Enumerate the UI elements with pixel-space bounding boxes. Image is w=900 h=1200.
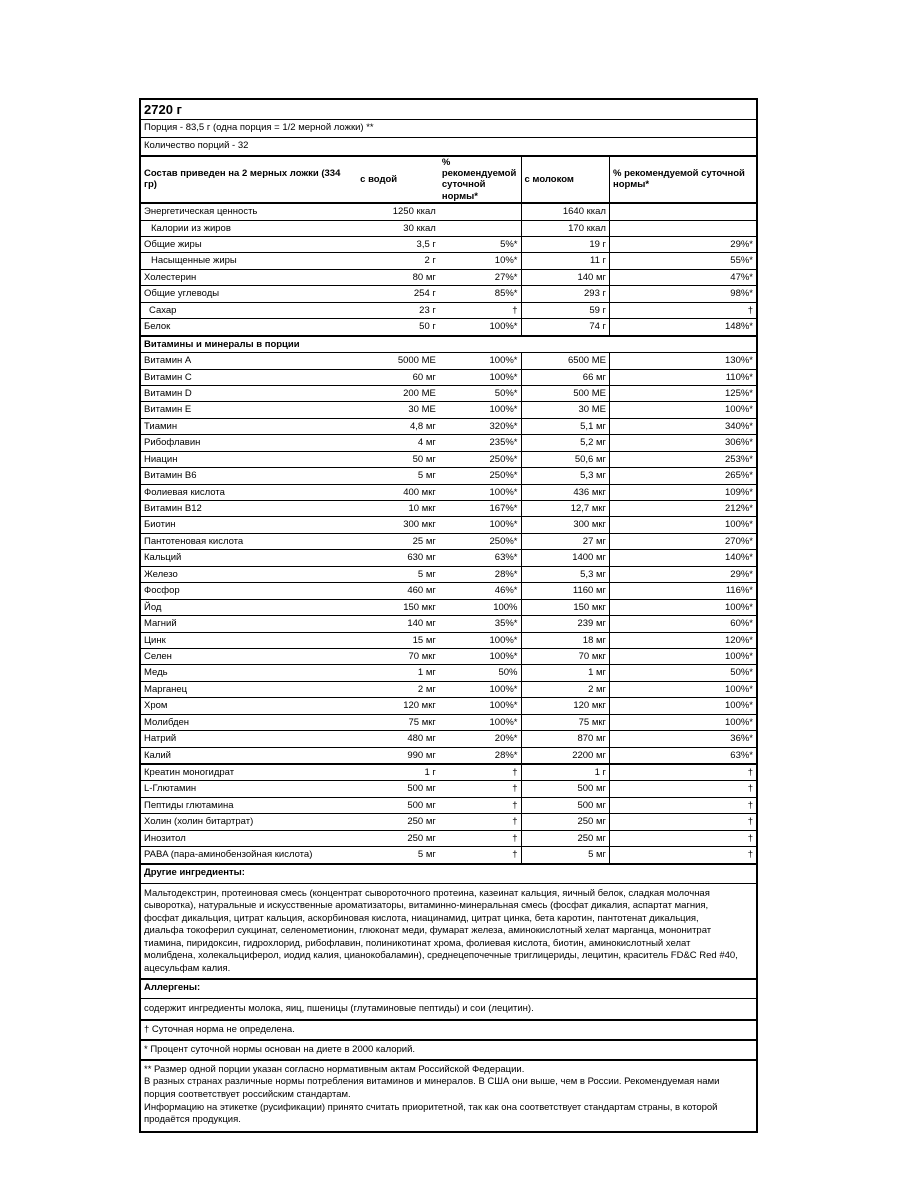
pct-with-milk: 36%* (609, 731, 756, 747)
nutrient-name: Холестерин (141, 269, 357, 285)
table-row (141, 220, 756, 236)
value-with-water: 460 мг (357, 583, 439, 599)
table-row (141, 302, 756, 318)
pct-with-milk: 125%* (609, 385, 756, 401)
pct-with-water: 100%* (439, 484, 521, 500)
value-with-milk: 59 г (521, 302, 609, 318)
header-pct-water: % рекомендуемой суточной нормы* (439, 157, 521, 204)
table-row (141, 418, 756, 434)
table-row (141, 616, 756, 632)
pct-with-milk: 100%* (609, 714, 756, 730)
serving-size: Порция - 83,5 г (одна порция = 1/2 мерной ложки) ** (141, 120, 756, 138)
nutrient-name: Железо (141, 566, 357, 582)
table-row (141, 402, 756, 418)
pct-with-milk: 130%* (609, 353, 756, 369)
pct-with-water: 100%* (439, 648, 521, 664)
pct-with-water: 100%* (439, 353, 521, 369)
pct-with-milk: † (747, 849, 753, 861)
value-with-milk: 5,1 мг (521, 418, 609, 434)
value-with-milk: 293 г (521, 286, 609, 302)
pct-with-milk: 270%* (609, 533, 756, 549)
note-label-priority: Информацию на этикетке (русификации) принято считать приоритетной, так как она соответствует стандартам страны, в которой продаётся продукция. (144, 1101, 718, 1126)
table-row (141, 501, 756, 517)
notes-section (141, 1059, 756, 1131)
allergens-title: Аллергены: (141, 980, 756, 999)
table-row (141, 203, 756, 220)
value-with-milk: 500 мг (521, 781, 609, 797)
value-with-milk: 500 мг (521, 797, 609, 813)
value-with-milk: 5,3 мг (521, 566, 609, 582)
header-composition: Состав приведен на 2 мерных ложки (334 гр) (141, 157, 357, 204)
value-with-water: 250 мг (357, 814, 439, 830)
pct-with-milk: 29%* (609, 566, 756, 582)
table-row (141, 237, 756, 253)
value-with-water: 15 мг (357, 632, 439, 648)
table-row (141, 797, 756, 813)
pct-with-water: † (439, 781, 521, 797)
pct-with-milk: 110%* (609, 369, 756, 385)
pct-with-water: 28%* (439, 747, 521, 764)
pct-with-milk: † (609, 781, 756, 797)
value-with-water: 500 мг (357, 797, 439, 813)
value-with-water: 200 МЕ (357, 385, 439, 401)
pct-with-water: † (439, 847, 521, 863)
nutrient-name: Инозитол (141, 830, 357, 846)
nutrient-name: Пантотеновая кислота (141, 533, 357, 549)
table-row (141, 435, 756, 451)
pct-with-milk: 100%* (609, 698, 756, 714)
pct-with-milk: 265%* (609, 468, 756, 484)
pct-with-water: † (439, 302, 521, 318)
pct-with-water: 100%* (439, 402, 521, 418)
value-with-milk: 1 мг (521, 665, 609, 681)
pct-with-water: 5%* (439, 237, 521, 253)
table-row (141, 731, 756, 747)
value-with-water: 300 мкг (357, 517, 439, 533)
value-with-water: 4 мг (357, 435, 439, 451)
pct-with-water: † (439, 797, 521, 813)
pct-with-water: 167%* (439, 501, 521, 517)
pct-with-water: 27%* (439, 269, 521, 285)
nutrient-name: Сахар (141, 302, 357, 318)
pct-with-milk: 100%* (609, 648, 756, 664)
servings-count: Количество порций - 32 (141, 138, 756, 157)
value-with-milk: 1400 мг (521, 550, 609, 566)
pct-with-milk: † (609, 764, 756, 781)
nutrient-name: Энергетическая ценность (141, 203, 357, 220)
table-row (141, 764, 756, 781)
pct-with-water: 100%* (439, 681, 521, 697)
value-with-milk: 50,6 мг (521, 451, 609, 467)
table-row (141, 781, 756, 797)
pct-with-water: 100%* (439, 319, 521, 336)
value-with-milk: 66 мг (521, 369, 609, 385)
table-row (141, 319, 756, 336)
other-ingredients-title: Другие ингредиенты: (141, 865, 756, 884)
value-with-milk: 18 мг (521, 632, 609, 648)
table-row (141, 253, 756, 269)
value-with-water: 5000 МЕ (357, 353, 439, 369)
nutrient-name: Магний (141, 616, 357, 632)
pct-with-water: 20%* (439, 731, 521, 747)
table-header-row (141, 157, 756, 204)
table-row (141, 632, 756, 648)
nutrient-name: Насыщенные жиры (141, 253, 357, 269)
value-with-water: 60 мг (357, 369, 439, 385)
pct-with-water: 235%* (439, 435, 521, 451)
table-row (141, 533, 756, 549)
pct-with-water: 100%* (439, 369, 521, 385)
pct-with-milk (609, 220, 756, 236)
value-with-water: 70 мкг (357, 648, 439, 664)
nutrient-name: Общие жиры (141, 237, 357, 253)
pct-with-water: † (439, 830, 521, 846)
pct-with-water: 50% (439, 665, 521, 681)
value-with-milk: 5,3 мг (521, 468, 609, 484)
nutrient-name: Хром (141, 698, 357, 714)
nutrient-name: Рибофлавин (141, 435, 357, 451)
value-with-milk: 1640 ккал (521, 203, 609, 220)
nutrient-name: Калий (141, 747, 357, 764)
pct-with-milk: † (609, 830, 756, 846)
pct-with-milk: 98%* (609, 286, 756, 302)
value-with-milk: 6500 МЕ (521, 353, 609, 369)
pct-with-milk: 253%* (609, 451, 756, 467)
table-row (141, 681, 756, 697)
nutrient-name: Общие углеводы (141, 286, 357, 302)
value-with-water: 2 мг (357, 681, 439, 697)
table-row (141, 830, 756, 846)
table-row (141, 550, 756, 566)
value-with-water: 80 мг (357, 269, 439, 285)
pct-with-milk: † (609, 302, 756, 318)
nutrient-name: Пептиды глютамина (141, 797, 357, 813)
table-row (141, 698, 756, 714)
value-with-milk: 19 г (521, 237, 609, 253)
nutrient-name: PABA (пара-аминобензойная кислота) (144, 849, 313, 861)
pct-with-milk: 100%* (609, 517, 756, 533)
pct-with-water (439, 203, 521, 220)
pct-with-milk: 340%* (609, 418, 756, 434)
value-with-milk: 5,2 мг (521, 435, 609, 451)
nutrient-name: Витамин В12 (141, 501, 357, 517)
table-row (141, 517, 756, 533)
table-row (141, 847, 756, 863)
value-with-water: 500 мг (357, 781, 439, 797)
header-with-milk: с молоком (521, 157, 609, 204)
pct-with-water (439, 220, 521, 236)
pct-with-milk: 100%* (609, 402, 756, 418)
pct-with-milk: 120%* (609, 632, 756, 648)
vitamins-section-title: Витамины и минералы в порции (141, 336, 756, 353)
value-with-water: 254 г (357, 286, 439, 302)
pct-with-water: 46%* (439, 583, 521, 599)
value-with-milk: 30 МЕ (521, 402, 609, 418)
nutrient-name: Натрий (141, 731, 357, 747)
table-row (141, 269, 756, 285)
value-with-water: 30 МЕ (357, 402, 439, 418)
value-with-water: 250 мг (357, 830, 439, 846)
value-with-water: 1 г (357, 764, 439, 781)
pct-with-milk: 47%* (609, 269, 756, 285)
value-with-water: 630 мг (357, 550, 439, 566)
value-with-water: 140 мг (357, 616, 439, 632)
nutrient-name: Витамин А (141, 353, 357, 369)
nutrient-name: Холин (холин битартрат) (141, 814, 357, 830)
pct-with-water: 100%* (439, 698, 521, 714)
value-with-milk: 239 мг (521, 616, 609, 632)
value-with-milk: 5 мг (521, 847, 609, 863)
value-with-milk: 250 мг (521, 814, 609, 830)
pct-with-water: 320%* (439, 418, 521, 434)
table-row (141, 714, 756, 730)
nutrient-name: Креатин моногидрат (141, 764, 357, 781)
table-row (141, 353, 756, 369)
pct-with-water: 85%* (439, 286, 521, 302)
nutrient-name: Фосфор (141, 583, 357, 599)
pct-with-milk: 60%* (609, 616, 756, 632)
nutrient-name: Витамин В6 (141, 468, 357, 484)
pct-with-water: 50%* (439, 385, 521, 401)
value-with-water: 990 мг (357, 747, 439, 764)
allergens-section (141, 978, 756, 1019)
nutrient-name: Витамин D (141, 385, 357, 401)
pct-with-milk: 212%* (609, 501, 756, 517)
header-pct-milk: % рекомендуемой суточной нормы* (609, 157, 756, 204)
pct-with-water: † (439, 764, 521, 781)
nutrient-name: Витамин С (141, 369, 357, 385)
table-row (141, 747, 756, 764)
table-row (141, 385, 756, 401)
nutrient-name: Витамин Е (141, 402, 357, 418)
nutrient-name: L-Глютамин (141, 781, 357, 797)
value-with-water: 120 мкг (357, 698, 439, 714)
value-with-water: 5 мг (417, 849, 436, 861)
table-row (141, 814, 756, 830)
nutrient-name: Ниацин (141, 451, 357, 467)
nutrient-name: Калории из жиров (141, 220, 357, 236)
value-with-milk: 1160 мг (521, 583, 609, 599)
pct-with-water: 100%* (439, 632, 521, 648)
value-with-milk: 2200 мг (521, 747, 609, 764)
nutrient-name: Биотин (141, 517, 357, 533)
pct-with-milk: 109%* (609, 484, 756, 500)
table-row (141, 648, 756, 664)
pct-with-water: 100% (439, 599, 521, 615)
pct-with-milk: 116%* (609, 583, 756, 599)
other-ingredients-text: Мальтодекстрин, протеиновая смесь (концентрат сывороточного протеина, казеинат кальция, яичный белок, сладкая молочная сыворотка), натуральные и искусственные ароматизаторы, витаминно-минеральная смесь (фосфат дикалия, аспартат магния, фосфат дикальция, цитрат кальция, аскорбиновая кислота, ниацинамид, цитрат цинка, бета каротин, пантотенат дикальция, диальфа токоферил сукцинат, селенометионин, глюконат меди, фумарат железа, аминокислотный хелат марганца, мононитрат тиамина, пиридоксин, гидрохлорид, рибофлавин, полиникотинат хрома, фолиевая кислота, биотин, аминокислотный хелат молибдена, холекальциферол, иодид калия, цианокобаламин), среднецепочечные триглицериды, лецитин, краситель FD&C Red #40, ацесульфам калия. (144, 887, 738, 974)
value-with-milk: 436 мкг (521, 484, 609, 500)
table-row (141, 484, 756, 500)
pct-with-milk: 100%* (609, 681, 756, 697)
pct-with-milk: 140%* (609, 550, 756, 566)
pct-with-milk: 50%* (609, 665, 756, 681)
value-with-milk: 140 мг (521, 269, 609, 285)
value-with-milk: 2 мг (521, 681, 609, 697)
value-with-milk: 1 г (521, 764, 609, 781)
pct-with-milk (609, 203, 756, 220)
value-with-water: 50 мг (357, 451, 439, 467)
table-row (141, 566, 756, 582)
table-row (141, 369, 756, 385)
other-ingredients-section (141, 863, 756, 979)
nutrient-name: Фолиевая кислота (141, 484, 357, 500)
note-serving-regulation: ** Размер одной порции указан согласно нормативным актам Российской Федерации. (144, 1063, 525, 1075)
note-country-norms: В разных странах различные нормы потребления витаминов и минералов. В США они выше, чем в России. Рекомендуемая нами порция соответствует российским стандартам. (144, 1076, 720, 1100)
nutrient-name: Кальций (141, 550, 357, 566)
pct-with-water: 28%* (439, 566, 521, 582)
nutrient-name: Молибден (141, 714, 357, 730)
pct-with-water: † (439, 814, 521, 830)
table-row (141, 451, 756, 467)
value-with-water: 1250 ккал (357, 203, 439, 220)
value-with-milk: 150 мкг (521, 599, 609, 615)
value-with-water: 23 г (357, 302, 439, 318)
pct-with-water: 250%* (439, 533, 521, 549)
nutrient-name: Белок (141, 319, 357, 336)
package-weight: 2720 г (141, 100, 756, 120)
pct-with-milk: 63%* (609, 747, 756, 764)
value-with-milk: 12,7 мкг (521, 501, 609, 517)
value-with-water: 5 мг (357, 468, 439, 484)
value-with-milk: 120 мкг (521, 698, 609, 714)
value-with-water: 10 мкг (357, 501, 439, 517)
nutrient-name: Цинк (141, 632, 357, 648)
value-with-milk: 300 мкг (521, 517, 609, 533)
footnote-star: * Процент суточной нормы основан на диете в 2000 калорий. (141, 1039, 756, 1059)
value-with-water: 75 мкг (357, 714, 439, 730)
header-with-water: с водой (357, 157, 439, 204)
pct-with-milk: † (609, 797, 756, 813)
pct-with-milk: 148%* (609, 319, 756, 336)
pct-with-water: 10%* (439, 253, 521, 269)
value-with-water: 150 мкг (357, 599, 439, 615)
value-with-milk: 27 мг (521, 533, 609, 549)
table-row (141, 583, 756, 599)
nutrition-facts-panel (139, 98, 758, 1133)
value-with-water: 5 мг (357, 566, 439, 582)
pct-with-water: 250%* (439, 451, 521, 467)
value-with-water: 1 мг (357, 665, 439, 681)
pct-with-milk: 55%* (609, 253, 756, 269)
table-row (141, 665, 756, 681)
value-with-water: 30 ккал (357, 220, 439, 236)
value-with-water: 3,5 г (357, 237, 439, 253)
pct-with-milk: 100%* (609, 599, 756, 615)
value-with-water: 480 мг (357, 731, 439, 747)
nutrient-name: Марганец (141, 681, 357, 697)
value-with-water: 4,8 мг (357, 418, 439, 434)
pct-with-water: 35%* (439, 616, 521, 632)
value-with-milk: 75 мкг (521, 714, 609, 730)
allergens-text: содержит ингредиенты молока, яиц, пшеницы (глутаминовые пептиды) и сои (лецитин). (144, 1003, 534, 1015)
table-row (141, 468, 756, 484)
value-with-milk: 70 мкг (521, 648, 609, 664)
pct-with-water: 100%* (439, 714, 521, 730)
value-with-water: 2 г (357, 253, 439, 269)
pct-with-milk: 306%* (609, 435, 756, 451)
nutrient-name: Селен (141, 648, 357, 664)
value-with-milk: 250 мг (521, 830, 609, 846)
value-with-milk: 870 мг (521, 731, 609, 747)
value-with-milk: 11 г (521, 253, 609, 269)
pct-with-milk: † (609, 814, 756, 830)
nutrient-name: Тиамин (141, 418, 357, 434)
pct-with-water: 100%* (439, 517, 521, 533)
pct-with-water: 250%* (439, 468, 521, 484)
pct-with-milk: 29%* (609, 237, 756, 253)
nutrient-name: Медь (141, 665, 357, 681)
vitamins-section-row (141, 336, 756, 353)
value-with-milk: 500 МЕ (521, 385, 609, 401)
value-with-water: 25 мг (357, 533, 439, 549)
value-with-water: 400 мкг (357, 484, 439, 500)
table-row (141, 286, 756, 302)
value-with-milk: 170 ккал (521, 220, 609, 236)
value-with-water: 50 г (357, 319, 439, 336)
footnote-dagger: † Суточная норма не определена. (141, 1019, 756, 1039)
pct-with-water: 63%* (439, 550, 521, 566)
nutrition-table (141, 157, 756, 863)
table-row (141, 599, 756, 615)
value-with-milk: 74 г (521, 319, 609, 336)
nutrient-name: Йод (141, 599, 357, 615)
